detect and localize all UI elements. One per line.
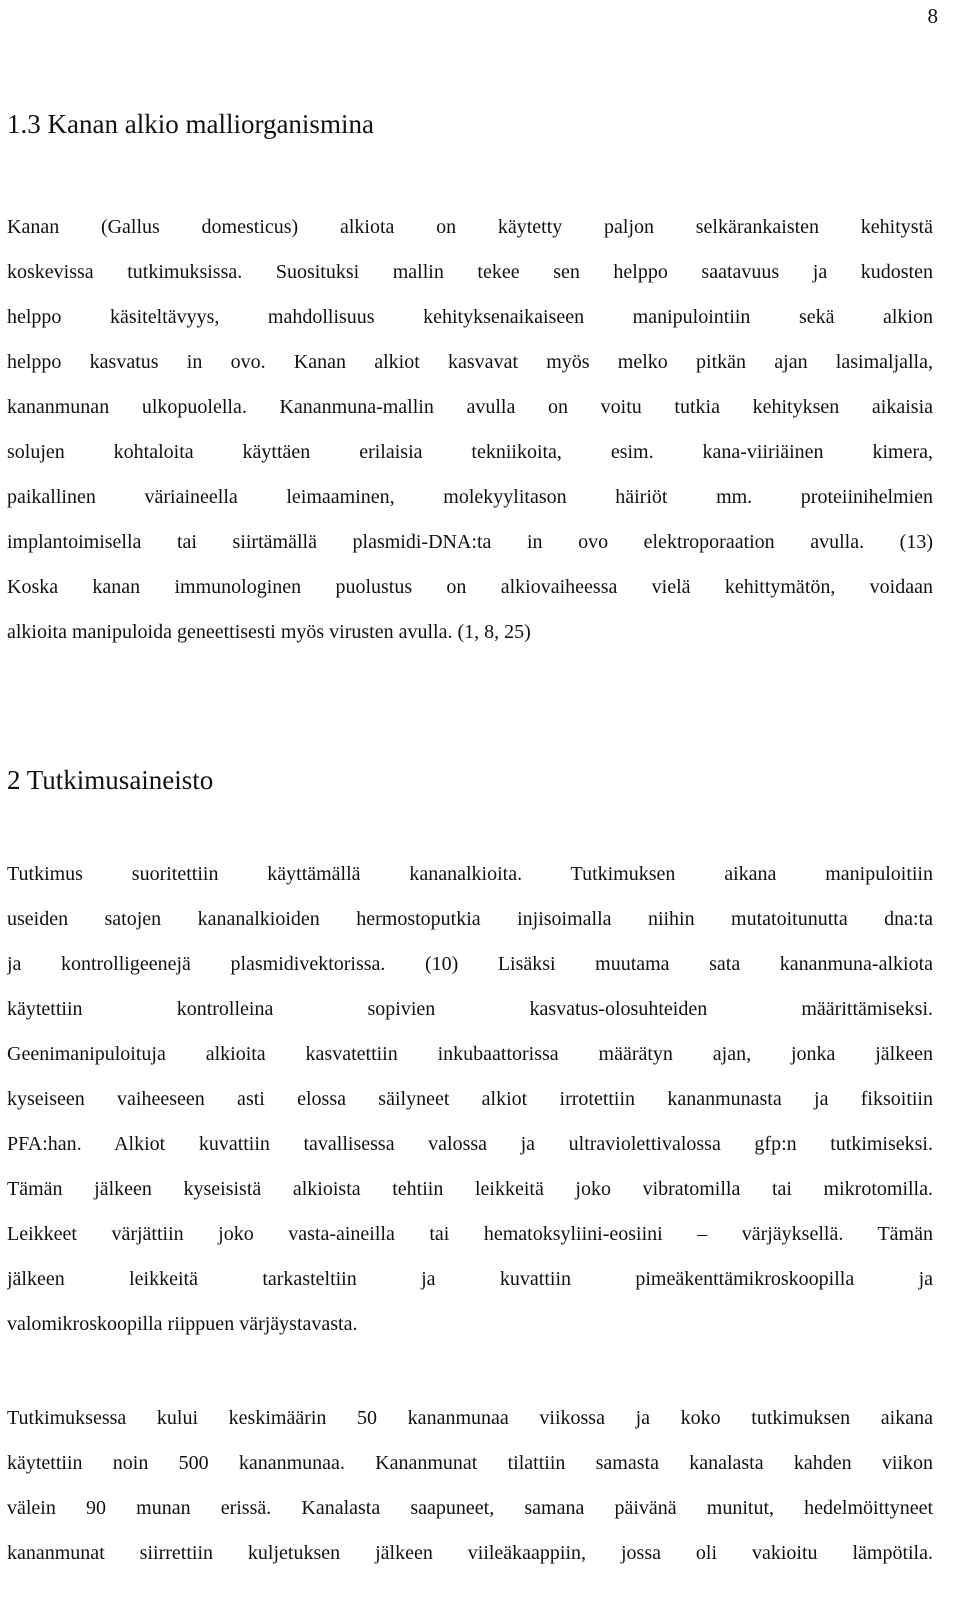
text-line: käytettiin kontrolleina sopivien kasvatus-olosuhteiden määrittämiseksi. [7, 998, 933, 1020]
text-line: kananmunat siirrettiin kuljetuksen jälkeen viileäkaappiin, jossa oli vakioitu lämpötila. [7, 1542, 933, 1564]
text-line: kananmunan ulkopuolella. Kananmuna-mallin avulla on voitu tutkia kehityksen aikaisia [7, 396, 933, 418]
section-2-paragraph-1 [7, 852, 933, 1347]
text-line: Tutkimuksessa kului keskimäärin 50 kananmunaa viikossa ja koko tutkimuksen aikana [7, 1407, 933, 1429]
text-line: käytettiin noin 500 kananmunaa. Kananmunat tilattiin samasta kanalasta kahden viikon [7, 1452, 933, 1474]
text-line: jälkeen leikkeitä tarkasteltiin ja kuvattiin pimeäkenttämikroskoopilla ja [7, 1268, 933, 1290]
text-line: Koska kanan immunologinen puolustus on alkiovaiheessa vielä kehittymätön, voidaan [7, 576, 933, 598]
text-line: helppo kasvatus in ovo. Kanan alkiot kasvavat myös melko pitkän ajan lasimaljalla, [7, 351, 933, 373]
text-line: Tämän jälkeen kyseisistä alkioista tehtiin leikkeitä joko vibratomilla tai mikrotomilla. [7, 1178, 933, 1200]
text-line: Kanan (Gallus domesticus) alkiota on käytetty paljon selkärankaisten kehitystä [7, 216, 933, 238]
text-line: solujen kohtaloita käyttäen erilaisia tekniikoita, esim. kana-viiriäinen kimera, [7, 441, 933, 463]
section-2-paragraph-2 [7, 1396, 933, 1576]
text-line: kyseiseen vaiheeseen asti elossa säilyneet alkiot irrotettiin kananmunasta ja fiksoitiin [7, 1088, 933, 1110]
section-1-paragraph [7, 205, 933, 655]
text-line: koskevissa tutkimuksissa. Suosituksi mallin tekee sen helppo saatavuus ja kudosten [7, 261, 933, 283]
page-number: 8 [927, 4, 938, 28]
section-heading-tutkimusaineisto: 2 Tutkimusaineisto [7, 765, 214, 795]
text-line: alkioita manipuloida geneettisesti myös virusten avulla. (1, 8, 25) [7, 621, 531, 643]
section-heading-kanan-alkio: 1.3 Kanan alkio malliorganismina [7, 109, 374, 139]
text-line: valomikroskoopilla riippuen värjäystavasta. [7, 1313, 358, 1335]
text-line: useiden satojen kananalkioiden hermostoputkia injisoimalla niihin mutatoitunutta dna:ta [7, 908, 933, 930]
text-line: paikallinen väriaineella leimaaminen, molekyylitason häiriöt mm. proteiinihelmien [7, 486, 933, 508]
text-line: Leikkeet värjättiin joko vasta-aineilla tai hematoksyliini-eosiini – värjäyksellä. Tämän [7, 1223, 933, 1245]
text-line: PFA:han. Alkiot kuvattiin tavallisessa valossa ja ultraviolettivalossa gfp:n tutkimiseksi. [7, 1133, 933, 1155]
text-line: helppo käsiteltävyys, mahdollisuus kehityksenaikaiseen manipulointiin sekä alkion [7, 306, 933, 328]
text-line: implantoimisella tai siirtämällä plasmidi-DNA:ta in ovo elektroporaation avulla. (13) [7, 531, 933, 553]
text-line: Tutkimus suoritettiin käyttämällä kananalkioita. Tutkimuksen aikana manipuloitiin [7, 863, 933, 885]
text-line: Geenimanipuloituja alkioita kasvatettiin inkubaattorissa määrätyn ajan, jonka jälkeen [7, 1043, 933, 1065]
text-line: välein 90 munan erissä. Kanalasta saapuneet, samana päivänä munitut, hedelmöittyneet [7, 1497, 933, 1519]
text-line: ja kontrolligeenejä plasmidivektorissa. (10) Lisäksi muutama sata kananmuna-alkiota [7, 953, 933, 975]
